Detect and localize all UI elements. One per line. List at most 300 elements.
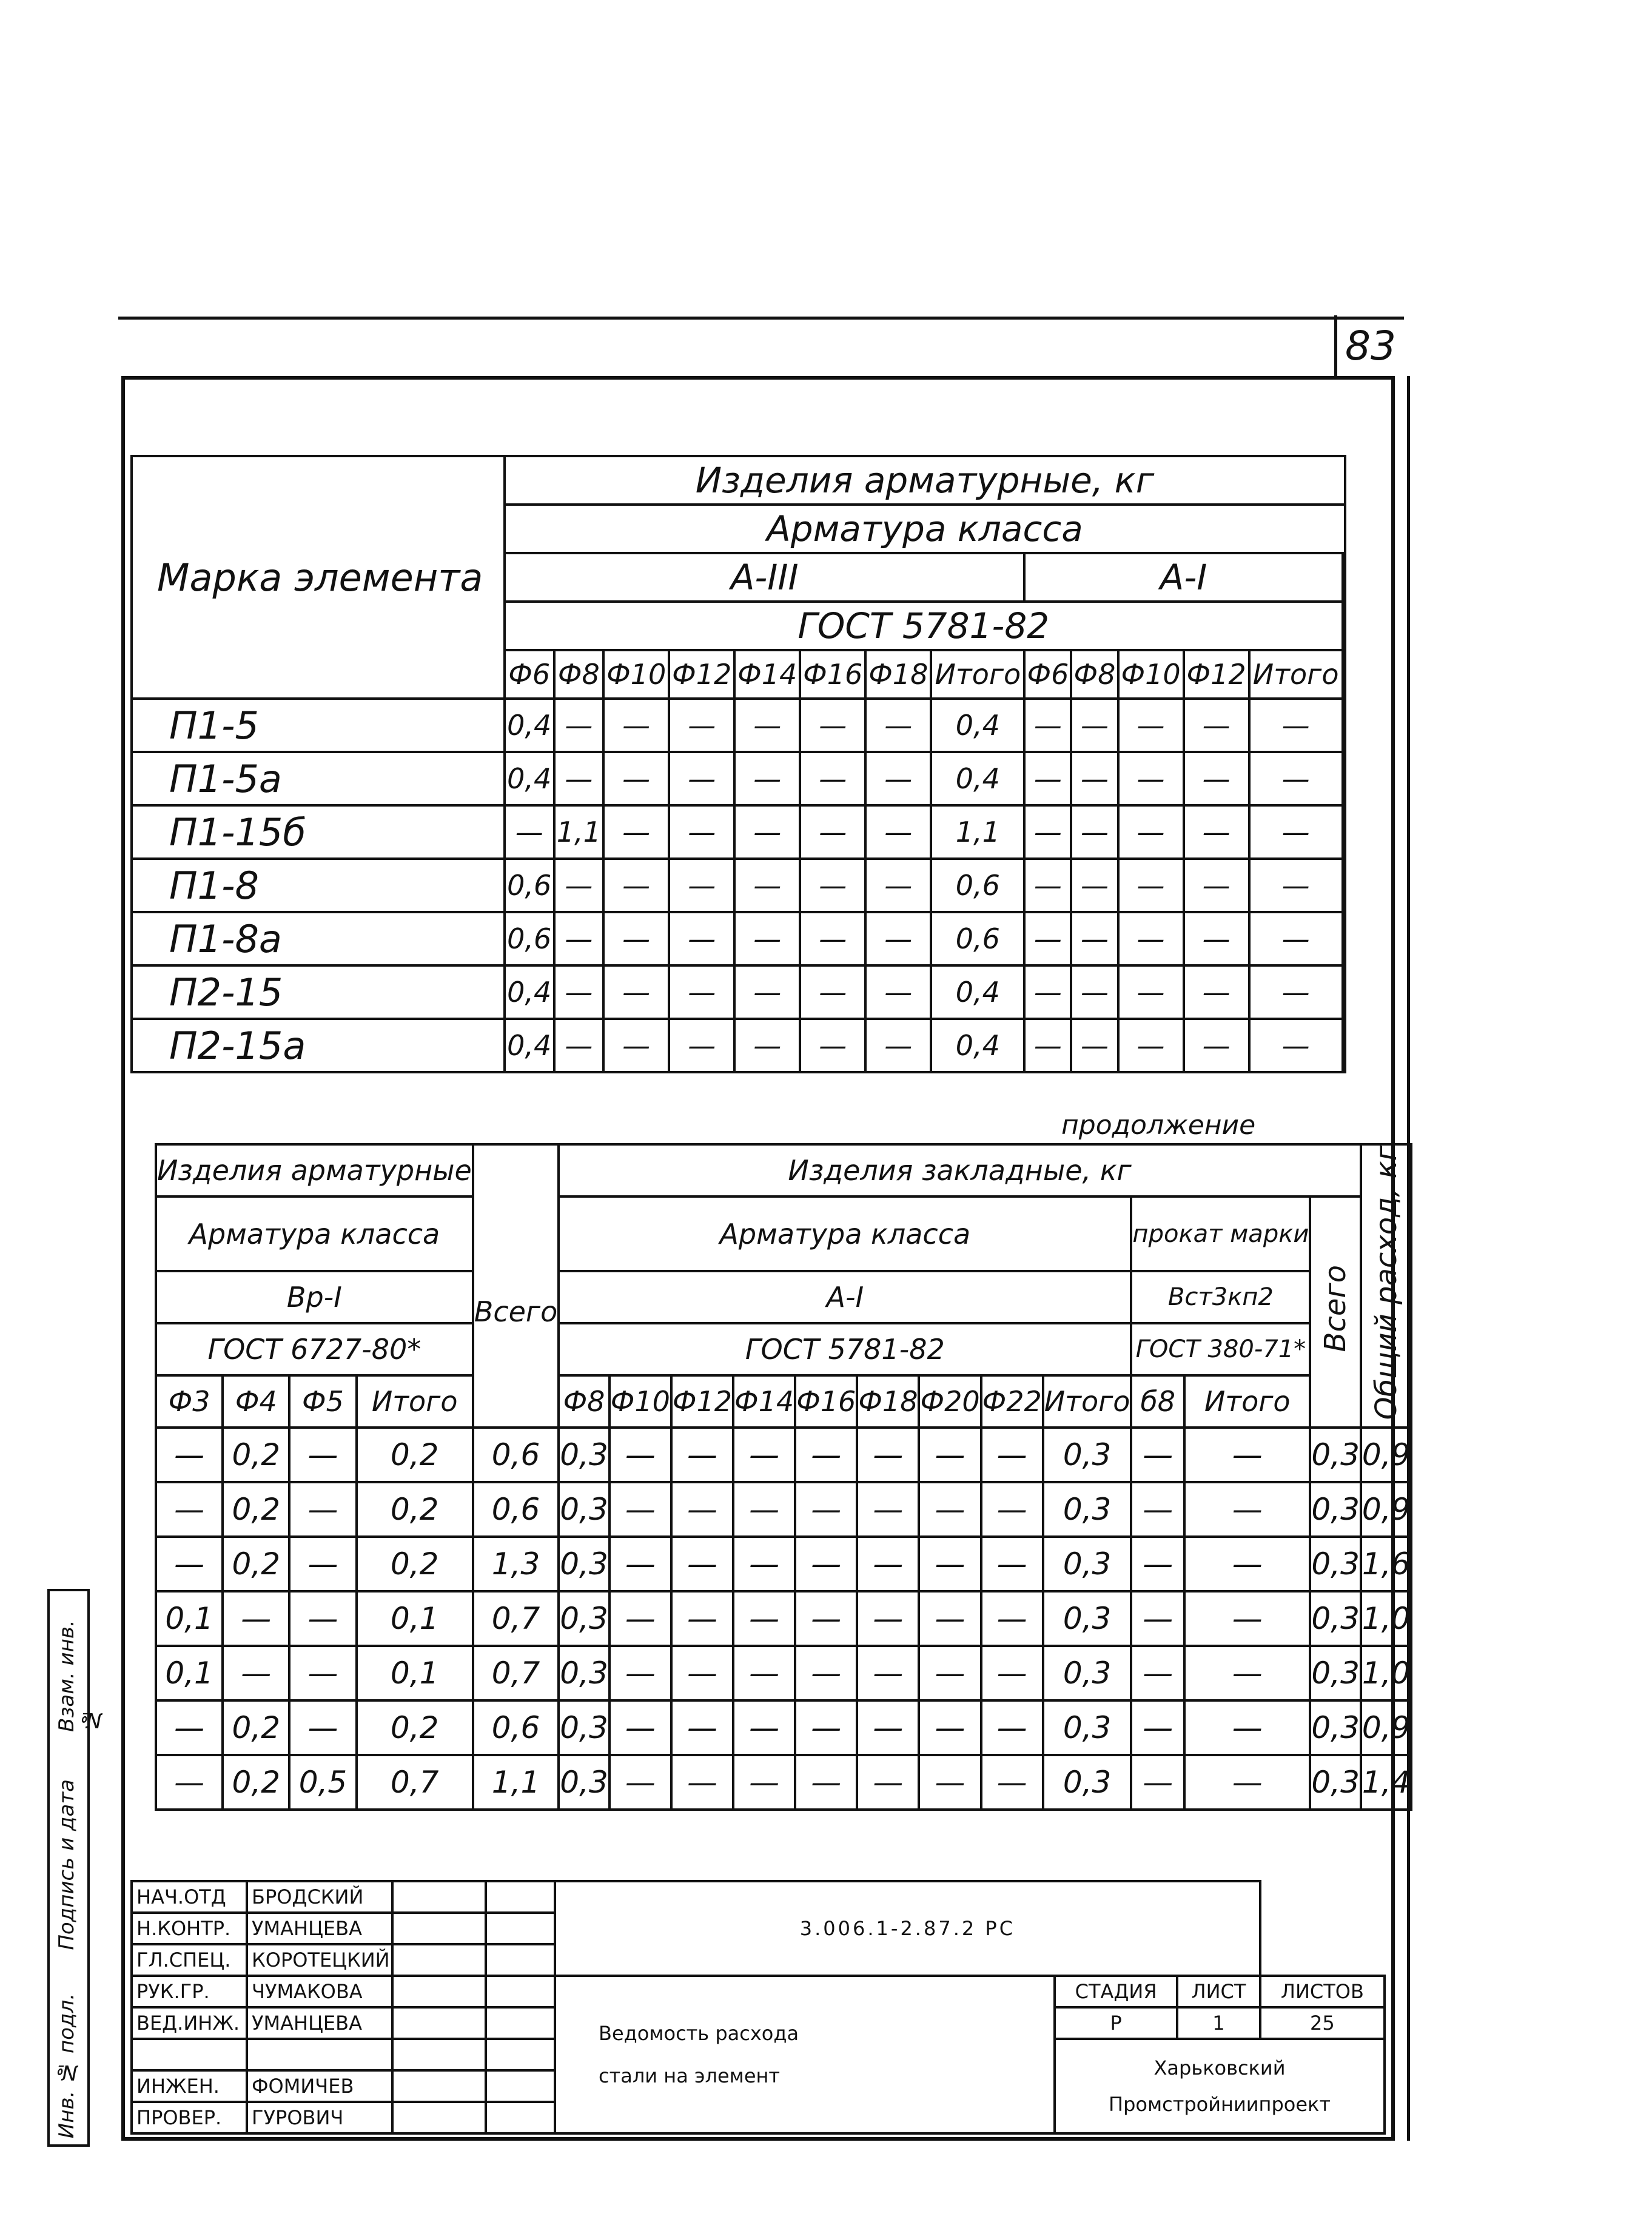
value-cell: — (734, 805, 800, 859)
value-cell: — (1184, 912, 1249, 965)
value-cell: 0,4 (931, 965, 1024, 1019)
document-code: 3.006.1-2.87.2 РС (555, 1881, 1260, 1976)
empty-cell (1343, 752, 1345, 805)
t2-gost-a1: ГОСТ 5781-82 (559, 1323, 1131, 1375)
value-cell: 0,4 (505, 965, 554, 1019)
total-cell: 1,0 (1361, 1591, 1412, 1646)
t2-a1: А-I (559, 1271, 1131, 1323)
value-cell: — (981, 1537, 1043, 1591)
value-cell: 0,3 (1043, 1428, 1132, 1482)
stamp-name: ГУРОВИЧ (247, 2102, 392, 2133)
total-cell: 1,4 (1361, 1755, 1412, 1810)
value-cell: — (1118, 965, 1184, 1019)
value-cell: — (223, 1591, 289, 1646)
reinforcement-table (130, 455, 1346, 1073)
value-cell: — (1071, 805, 1118, 859)
value-cell: — (289, 1428, 356, 1482)
table-row (132, 1019, 1345, 1072)
column-header: Ф12 (1184, 650, 1249, 699)
value-cell: 0,3 (1043, 1755, 1132, 1810)
value-cell: 0,4 (505, 752, 554, 805)
value-cell: — (1071, 752, 1118, 805)
column-header: Ф20 (919, 1375, 981, 1428)
value-cell: — (669, 912, 734, 965)
stamp-name: УМАНЦЕВА (247, 1913, 392, 1944)
stamp-row (132, 1976, 1385, 2007)
element-mark: П1-5 (132, 699, 505, 752)
stamp-role: НАЧ.ОТД (132, 1881, 247, 1913)
column-header: Итого (357, 1375, 473, 1428)
value-cell: — (603, 1019, 669, 1072)
column-header: Ф3 (156, 1375, 223, 1428)
value-cell: — (1184, 1537, 1310, 1591)
value-cell: — (609, 1591, 671, 1646)
value-cell: — (919, 1755, 981, 1810)
t2-prokat: прокат марки (1131, 1196, 1310, 1271)
value-cell: — (919, 1646, 981, 1700)
stamp-date (486, 1913, 555, 1944)
total-cell: 0,9 (1361, 1482, 1412, 1537)
value-cell: — (800, 912, 865, 965)
value-cell: 0,3 (559, 1755, 609, 1810)
value-cell: — (1024, 965, 1071, 1019)
value-cell: — (795, 1482, 857, 1537)
column-header: Ф8 (559, 1375, 609, 1428)
element-mark: П2-15 (132, 965, 505, 1019)
value-cell: — (1249, 699, 1343, 752)
value-cell: — (795, 1700, 857, 1755)
value-cell: — (800, 752, 865, 805)
table-row (132, 805, 1345, 859)
value-cell: 0,6 (505, 912, 554, 965)
vsego2-cell: 0,3 (1310, 1428, 1361, 1482)
table1-subtitle: Арматура класса (505, 505, 1345, 553)
top-rule (118, 317, 1404, 320)
value-cell: — (734, 965, 800, 1019)
value-cell: — (800, 805, 865, 859)
value-cell: — (554, 912, 604, 965)
value-cell: — (865, 912, 931, 965)
vsego-cell: 0,6 (473, 1428, 559, 1482)
stamp-role: РУК.ГР. (132, 1976, 247, 2007)
t2-arm-class-2: Арматура класса (559, 1196, 1131, 1271)
value-cell: — (1118, 752, 1184, 805)
value-cell: — (734, 912, 800, 965)
table-row (156, 1755, 1411, 1810)
value-cell: — (603, 752, 669, 805)
column-header: Итого (1043, 1375, 1132, 1428)
value-cell: — (795, 1755, 857, 1810)
value-cell: — (865, 699, 931, 752)
value-cell: — (857, 1428, 919, 1482)
value-cell: — (919, 1700, 981, 1755)
vsego2-cell: 0,3 (1310, 1482, 1361, 1537)
vsego-cell: 0,6 (473, 1700, 559, 1755)
value-cell: — (671, 1428, 733, 1482)
column-header: б8 (1131, 1375, 1184, 1428)
side-label-vzam: Взам. инв. № (55, 1620, 103, 1732)
value-cell: 0,4 (931, 699, 1024, 752)
stamp-role: Н.КОНТР. (132, 1913, 247, 1944)
value-cell: 0,3 (1043, 1700, 1132, 1755)
column-header: Итого (1184, 1375, 1310, 1428)
value-cell: — (669, 859, 734, 912)
value-cell: — (671, 1537, 733, 1591)
value-cell: — (1249, 965, 1343, 1019)
value-cell: — (156, 1482, 223, 1537)
list-value: 1 (1177, 2007, 1260, 2039)
value-cell: — (1118, 699, 1184, 752)
stamp-role: ИНЖЕН. (132, 2070, 247, 2102)
value-cell: 0,2 (223, 1755, 289, 1810)
element-mark: П1-15б (132, 805, 505, 859)
value-cell: — (734, 699, 800, 752)
side-label-inv: Инв. № подл. (55, 1993, 79, 2138)
value-cell: — (919, 1591, 981, 1646)
vsego2-cell: 0,3 (1310, 1700, 1361, 1755)
vsego2-cell: 0,3 (1310, 1755, 1361, 1810)
value-cell: — (857, 1537, 919, 1591)
total-cell: 0,9 (1361, 1428, 1412, 1482)
value-cell: — (1071, 965, 1118, 1019)
stamp-sign (392, 2102, 486, 2133)
value-cell: — (1184, 1019, 1249, 1072)
side-label-strip (47, 1589, 103, 2147)
value-cell: — (800, 1019, 865, 1072)
column-header: Ф12 (669, 650, 734, 699)
value-cell: — (609, 1428, 671, 1482)
stamp-row (132, 1881, 1385, 1913)
value-cell: — (800, 965, 865, 1019)
value-cell: 0,2 (357, 1537, 473, 1591)
vsego2-cell: 0,3 (1310, 1537, 1361, 1591)
empty-cell (473, 1144, 559, 1196)
value-cell: — (554, 1019, 604, 1072)
table-row (132, 912, 1345, 965)
stamp-sign (392, 2039, 486, 2070)
value-cell: 0,2 (223, 1428, 289, 1482)
value-cell: — (156, 1537, 223, 1591)
element-mark: П1-8а (132, 912, 505, 965)
value-cell: 0,4 (931, 752, 1024, 805)
value-cell: 0,3 (1043, 1646, 1132, 1700)
stamp-sign (392, 1976, 486, 2007)
value-cell: — (1184, 699, 1249, 752)
value-cell: 0,3 (559, 1646, 609, 1700)
value-cell: — (1024, 699, 1071, 752)
value-cell: — (865, 752, 931, 805)
table-row (156, 1537, 1411, 1591)
value-cell: — (1118, 859, 1184, 912)
value-cell: — (733, 1591, 795, 1646)
column-header: Ф14 (733, 1375, 795, 1428)
value-cell: — (505, 805, 554, 859)
value-cell: — (733, 1482, 795, 1537)
table-row (132, 699, 1345, 752)
value-cell: — (1118, 912, 1184, 965)
column-header: Ф16 (795, 1375, 857, 1428)
value-cell: — (603, 699, 669, 752)
value-cell: — (1024, 859, 1071, 912)
class-a3-header: А-III (505, 553, 1024, 602)
stamp-date (486, 2070, 555, 2102)
element-mark: П1-5а (132, 752, 505, 805)
value-cell: — (800, 859, 865, 912)
value-cell: 1,1 (931, 805, 1024, 859)
value-cell: — (289, 1700, 356, 1755)
value-cell: — (671, 1646, 733, 1700)
title-block (130, 1880, 1386, 2135)
listov-header: ЛИСТОВ (1260, 1976, 1385, 2007)
stamp-date (486, 1881, 555, 1913)
value-cell: — (671, 1755, 733, 1810)
stamp-sign (392, 2007, 486, 2039)
value-cell: 0,6 (931, 859, 1024, 912)
value-cell: — (795, 1428, 857, 1482)
value-cell: — (733, 1428, 795, 1482)
value-cell: — (1184, 965, 1249, 1019)
value-cell: — (857, 1755, 919, 1810)
stamp-sign (392, 1913, 486, 1944)
organization: Харьковский Промстройниипроект (1055, 2039, 1385, 2133)
empty-cell (1343, 859, 1345, 912)
value-cell: — (733, 1700, 795, 1755)
stamp-name: БРОДСКИЙ (247, 1881, 392, 1913)
value-cell: — (1071, 699, 1118, 752)
column-header: Ф14 (734, 650, 800, 699)
table-row (132, 752, 1345, 805)
column-header: Ф8 (1071, 650, 1118, 699)
stamp-date (486, 2007, 555, 2039)
value-cell: — (1249, 859, 1343, 912)
stamp-role (132, 2039, 247, 2070)
value-cell: 0,2 (357, 1428, 473, 1482)
value-cell: 0,3 (559, 1428, 609, 1482)
continuation-table (155, 1143, 1412, 1811)
value-cell: — (981, 1646, 1043, 1700)
value-cell: — (554, 752, 604, 805)
value-cell: — (289, 1591, 356, 1646)
side-label-sign: Подпись и дата (55, 1779, 79, 1950)
vsego2-cell: 0,3 (1310, 1591, 1361, 1646)
value-cell: — (865, 805, 931, 859)
t2-prokat-mark: Вст3кп2 (1131, 1271, 1310, 1323)
stamp-name: УМАНЦЕВА (247, 2007, 392, 2039)
value-cell: — (919, 1428, 981, 1482)
value-cell: — (609, 1537, 671, 1591)
value-cell: — (919, 1537, 981, 1591)
class-a1-header: А-I (1024, 553, 1342, 602)
value-cell: — (1184, 1646, 1310, 1700)
value-cell: — (609, 1700, 671, 1755)
value-cell: — (1184, 1482, 1310, 1537)
value-cell: — (156, 1700, 223, 1755)
value-cell: — (1131, 1646, 1184, 1700)
stamp-sign (392, 1881, 486, 1913)
value-cell: — (1184, 1428, 1310, 1482)
continuation-label: продолжение (1061, 1110, 1256, 1141)
table-row (156, 1646, 1411, 1700)
vsego-cell: 0,6 (473, 1482, 559, 1537)
column-header: Ф12 (671, 1375, 733, 1428)
empty-cell (1343, 805, 1345, 859)
value-cell: — (734, 752, 800, 805)
stamp-name: КОРОТЕЦКИЙ (247, 1944, 392, 1976)
value-cell: 0,3 (1043, 1482, 1132, 1537)
value-cell: — (1184, 859, 1249, 912)
value-cell: — (865, 965, 931, 1019)
value-cell: — (554, 699, 604, 752)
value-cell: — (1249, 752, 1343, 805)
value-cell: — (609, 1646, 671, 1700)
value-cell: — (1184, 752, 1249, 805)
stamp-date (486, 1976, 555, 2007)
value-cell: — (289, 1482, 356, 1537)
empty-cell (1343, 912, 1345, 965)
column-header: Ф22 (981, 1375, 1043, 1428)
value-cell: 0,3 (1043, 1537, 1132, 1591)
gost-header: ГОСТ 5781-82 (505, 602, 1343, 650)
value-cell: — (1071, 912, 1118, 965)
t2-vsego2: Всего (1310, 1196, 1361, 1428)
t2-vsego: Всего (473, 1196, 559, 1428)
value-cell: — (1184, 1755, 1310, 1810)
stamp-name: ФОМИЧЕВ (247, 2070, 392, 2102)
value-cell: 0,7 (357, 1755, 473, 1810)
stamp-sign (392, 2070, 486, 2102)
stamp-role: ВЕД.ИНЖ. (132, 2007, 247, 2039)
listov-value: 25 (1260, 2007, 1385, 2039)
value-cell: — (1131, 1428, 1184, 1482)
stamp-sign (392, 1944, 486, 1976)
column-header: Итого (1249, 650, 1343, 699)
value-cell: — (733, 1646, 795, 1700)
total-cell: 1,6 (1361, 1537, 1412, 1591)
value-cell: — (289, 1646, 356, 1700)
column-header: Итого (931, 650, 1024, 699)
value-cell: — (554, 859, 604, 912)
value-cell: 0,2 (223, 1482, 289, 1537)
t2-bp1: Вр-I (156, 1271, 473, 1323)
value-cell: — (857, 1591, 919, 1646)
value-cell: — (795, 1591, 857, 1646)
stamp-name: ЧУМАКОВА (247, 1976, 392, 2007)
empty-cell (1343, 553, 1345, 699)
empty-cell (1343, 965, 1345, 1019)
value-cell: 0,2 (223, 1700, 289, 1755)
value-cell: — (800, 699, 865, 752)
value-cell: — (1118, 805, 1184, 859)
column-header: Ф10 (603, 650, 669, 699)
value-cell: 0,4 (931, 1019, 1024, 1072)
marka-header: Марка элемента (132, 456, 505, 699)
stamp-date (486, 1944, 555, 1976)
vsego-cell: 1,3 (473, 1537, 559, 1591)
value-cell: — (669, 965, 734, 1019)
value-cell: — (669, 699, 734, 752)
value-cell: — (857, 1482, 919, 1537)
value-cell: — (1131, 1537, 1184, 1591)
table-row (132, 965, 1345, 1019)
stamp-date (486, 2102, 555, 2133)
column-header: Ф10 (1118, 650, 1184, 699)
table-row (156, 1700, 1411, 1755)
value-cell: — (603, 965, 669, 1019)
vsego-cell: 0,7 (473, 1591, 559, 1646)
vsego-cell: 1,1 (473, 1755, 559, 1810)
value-cell: 0,5 (289, 1755, 356, 1810)
value-cell: — (734, 859, 800, 912)
stamp-role: ГЛ.СПЕЦ. (132, 1944, 247, 1976)
value-cell: — (857, 1700, 919, 1755)
value-cell: — (733, 1537, 795, 1591)
t2-gost-bp: ГОСТ 6727-80* (156, 1323, 473, 1375)
value-cell: — (603, 859, 669, 912)
value-cell: — (289, 1537, 356, 1591)
value-cell: — (981, 1428, 1043, 1482)
stadia-header: СТАДИЯ (1055, 1976, 1177, 2007)
column-header: Ф6 (1024, 650, 1071, 699)
value-cell: — (156, 1755, 223, 1810)
value-cell: — (1249, 1019, 1343, 1072)
value-cell: 0,1 (357, 1646, 473, 1700)
empty-cell (1343, 1019, 1345, 1072)
value-cell: — (1131, 1700, 1184, 1755)
value-cell: — (981, 1700, 1043, 1755)
total-cell: 0,9 (1361, 1700, 1412, 1755)
value-cell: 0,1 (156, 1591, 223, 1646)
value-cell: — (554, 965, 604, 1019)
value-cell: — (1024, 912, 1071, 965)
value-cell: — (865, 1019, 931, 1072)
column-header: Ф5 (289, 1375, 356, 1428)
value-cell: — (671, 1591, 733, 1646)
value-cell: — (1024, 752, 1071, 805)
value-cell: — (1131, 1482, 1184, 1537)
value-cell: 0,6 (505, 859, 554, 912)
page-number: 83 (1334, 315, 1404, 376)
value-cell: 0,2 (357, 1482, 473, 1537)
stamp-name (247, 2039, 392, 2070)
table-row (132, 859, 1345, 912)
value-cell: — (1184, 1700, 1310, 1755)
value-cell: — (671, 1482, 733, 1537)
stamp-date (486, 2039, 555, 2070)
column-header: Ф18 (857, 1375, 919, 1428)
value-cell: — (223, 1646, 289, 1700)
element-mark: П2-15а (132, 1019, 505, 1072)
value-cell: — (609, 1755, 671, 1810)
value-cell: — (669, 1019, 734, 1072)
vsego-cell: 0,7 (473, 1646, 559, 1700)
table-row (156, 1482, 1411, 1537)
column-header: Ф16 (800, 650, 865, 699)
value-cell: — (857, 1646, 919, 1700)
value-cell: — (1131, 1755, 1184, 1810)
column-header: Ф8 (554, 650, 604, 699)
table-row (156, 1428, 1411, 1482)
value-cell: 0,4 (505, 1019, 554, 1072)
value-cell: — (669, 752, 734, 805)
value-cell: — (156, 1428, 223, 1482)
value-cell: 1,1 (554, 805, 604, 859)
element-mark: П1-8 (132, 859, 505, 912)
table1-title: Изделия арматурные, кг (505, 456, 1345, 505)
value-cell: 0,3 (559, 1537, 609, 1591)
t2-arm-class: Арматура класса (156, 1196, 473, 1271)
value-cell: — (981, 1755, 1043, 1810)
value-cell: — (1071, 859, 1118, 912)
